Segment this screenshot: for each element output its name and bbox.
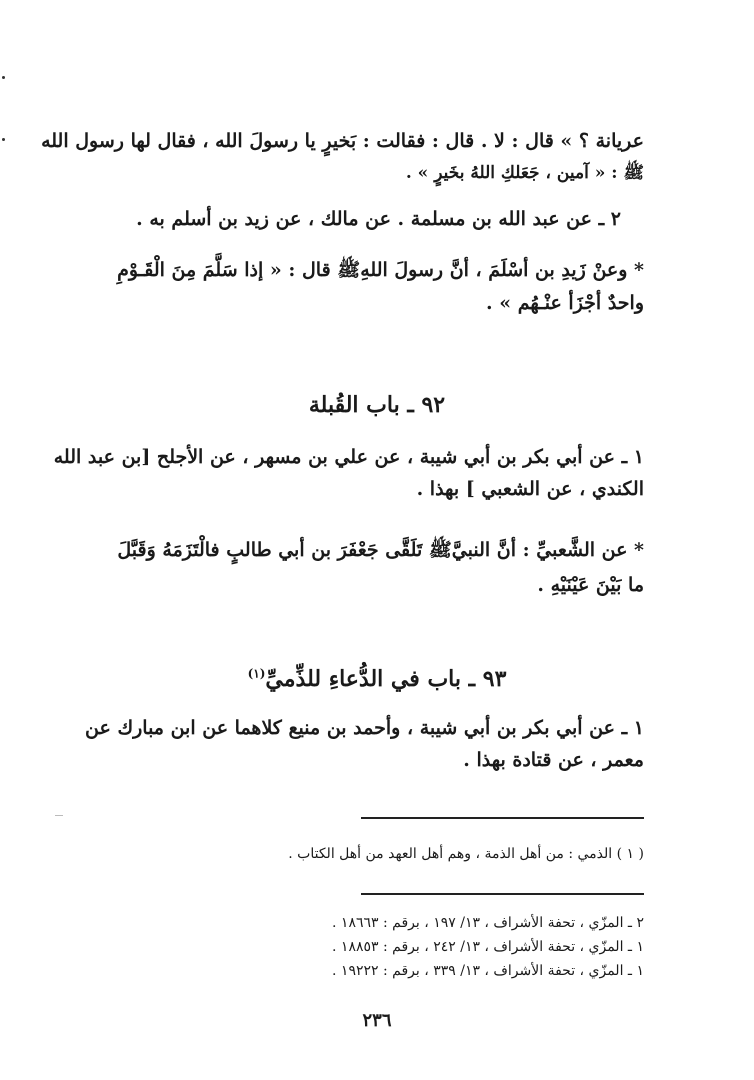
chapter-title-text: ٩٣ ـ باب في الدُّعاءِ للذِّميِّ xyxy=(265,666,507,692)
narration-line: ١ ـ عن أبي بكر بن أبي شيبة ، عن علي بن مسهر ، عن الأجلح [بن عبد الله xyxy=(53,446,644,468)
margin-dash xyxy=(55,815,63,816)
page-number: ٢٣٦ xyxy=(362,1010,392,1031)
text-line: عريانة ؟ » قال : لا . قال : فقالت : بَخيرٍ يا رسولَ الله ، فقال لها رسول الله xyxy=(41,130,644,152)
reference-line: ١ ـ المزّي ، تحفة الأشراف ، ١٣/ ٢٤٢ ، برقم : ١٨٨٥٣ . xyxy=(332,939,644,955)
narration-line: معمر ، عن قتادة بهذا . xyxy=(463,749,644,771)
footnote-ref: (١) xyxy=(247,666,266,681)
narration-line: ١ ـ عن أبي بكر بن أبي شيبة ، وأحمد بن منيع كلاهما عن ابن مبارك عن xyxy=(85,717,644,739)
hadith-line: واحدٌ أجْزَأ عنْـهُم » . xyxy=(486,292,644,314)
reference-line: ١ ـ المزّي ، تحفة الأشراف ، ١٣/ ٣٣٩ ، برقم : ١٩٢٢٢ . xyxy=(332,963,644,979)
reference-line: ٢ ـ المزّي ، تحفة الأشراف ، ١٣/ ١٩٧ ، برقم : ١٨٦٦٣ . xyxy=(332,915,644,931)
narration-line: الكندي ، عن الشعبي ] بهذا . xyxy=(416,478,644,500)
hadith-line: * عن الشَّعبيِّ : أنَّ النبيَّﷺ تَلَقَّى جَعْفَرَ بن أبي طالبٍ فالْتَزَمَهُ وَقَبَّلَ xyxy=(117,539,644,561)
chapter-title-93 xyxy=(0,666,754,692)
footnote-text: ( ١ ) الذمي : من أهل الذمة ، وهم أهل العهد من أهل الكتاب . xyxy=(288,846,644,862)
chapter-title-92: ٩٢ ـ باب القُبلة xyxy=(308,392,446,418)
narration-line: ٢ ـ عن عبد الله بن مسلمة . عن مالك ، عن زيد بن أسلم به . xyxy=(136,208,621,230)
hadith-line: * وعنْ زَيدِ بن أسْلَمَ ، أنَّ رسولَ اللهِﷺ قال : « إذا سَلَّمَ مِنَ الْقَـوْمِ xyxy=(117,259,644,281)
footnote-separator xyxy=(361,817,644,819)
margin-mark xyxy=(2,76,5,79)
margin-mark xyxy=(2,138,5,141)
hadith-line: ما بَيْنَ عَيْنَيْهِ . xyxy=(537,574,644,596)
text-line: ﷺ : « آمين ، جَعَلكِ اللهُ بخَيرٍ » . xyxy=(405,163,644,183)
references-separator xyxy=(361,893,644,895)
